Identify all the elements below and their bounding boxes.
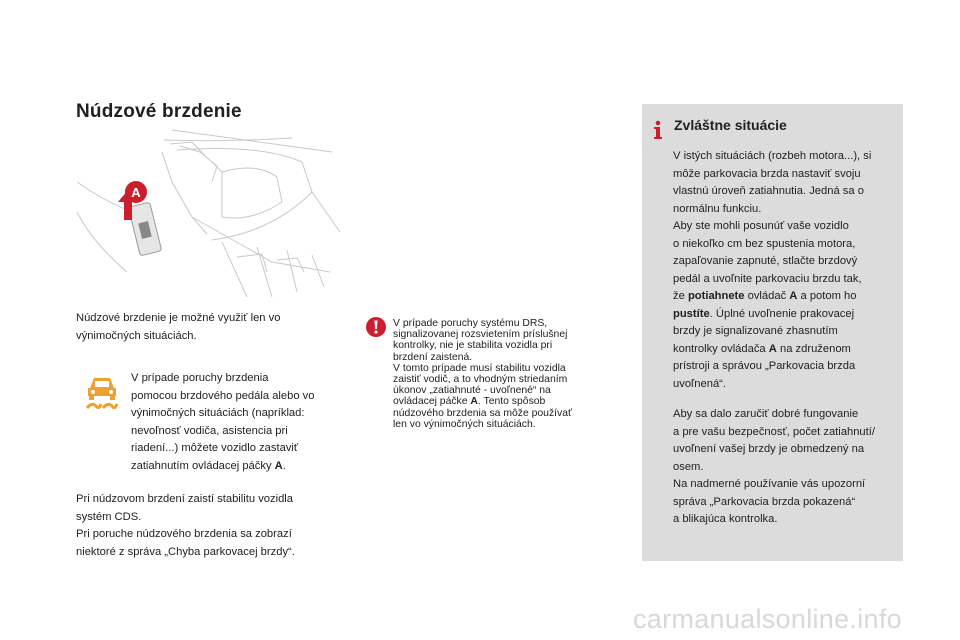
info-icon [651, 120, 665, 140]
panel-line: Aby ste mohli posunúť vaše vozidlo [673, 220, 849, 232]
emphasis-release: pustíte [673, 307, 710, 320]
exclamation-icon [366, 317, 386, 337]
panel-paragraph-1 [673, 148, 899, 393]
warning-line: brzdení zaistená. [393, 351, 473, 363]
skid-car-icon [84, 372, 120, 412]
panel-text: kontrolky ovládača [673, 342, 769, 355]
warning-text: . Tento spôsob [477, 396, 546, 408]
lever-a-ref: A [470, 396, 478, 408]
warning-line: kontrolky, nie je stabilita vozidla pri [393, 340, 553, 352]
intro-line: Núdzové brzdenie je možné využiť len vo [76, 312, 281, 324]
panel-line: Aby sa dalo zaručiť dobré fungovanie [673, 408, 859, 420]
panel-title: Zvláštne situácie [674, 117, 787, 133]
case-text: . [282, 459, 286, 472]
warning-line: signalizovanej rozsvietením príslušnej [393, 329, 568, 341]
warning-line: V prípade poruchy systému DRS, [393, 318, 548, 329]
emphasis-pull: potiahnete [687, 290, 745, 302]
warning-line: zaistiť vodič, a to vhodným striedaním [393, 374, 568, 386]
cds-line: systém CDS. [76, 510, 142, 523]
cds-line: Pri poruche núdzového brzdenia sa zobrazí [76, 528, 292, 540]
panel-line: môže parkovacia brzda nastaviť svoju [673, 167, 861, 180]
callout-a-label: A [131, 185, 141, 200]
panel-text: ovládač [744, 290, 790, 302]
panel-text: a potom ho [797, 290, 857, 302]
drs-warning-text [393, 318, 625, 430]
lever-a-ref: A [274, 459, 283, 472]
panel-line [673, 341, 899, 359]
warning-line: núdzového brzdenia sa môže používať [393, 407, 572, 419]
case-line: výnimočných situáciách (napríklad: [131, 407, 305, 419]
panel-line: Na nadmerné používanie vás upozorní [673, 478, 866, 490]
site-watermark: carmanualsonline.info [633, 604, 902, 634]
emergency-case-text [131, 370, 341, 475]
panel-line: normálnu funkciu. [673, 202, 762, 215]
case-line: pomocou brzdového pedála alebo vo [131, 389, 315, 402]
panel-line: pedál a uvoľnite parkovaciu brzdu tak, [673, 272, 862, 285]
warning-text: ovládacej páčke [393, 396, 471, 408]
intro-text [76, 310, 336, 345]
panel-line: o niekoľko cm bez spustenia motora, [673, 237, 856, 250]
warning-line: úkonov „zatiahnuté - uvoľnené“ na [393, 385, 551, 397]
panel-line [673, 306, 899, 324]
panel-line: brzdy je signalizované zhasnutím [673, 325, 838, 337]
warning-line: V tomto prípade musí stabilitu vozidla [393, 362, 566, 374]
cds-note [76, 491, 346, 561]
warning-line [393, 396, 625, 407]
panel-text: na združenom [776, 342, 851, 355]
panel-paragraph-2 [673, 406, 899, 529]
panel-line [673, 288, 899, 306]
cds-line: Pri núdzovom brzdení zaistí stabilitu vozidla [76, 493, 294, 505]
panel-line: prístroji a správou „Parkovacia brzda [673, 360, 856, 372]
lever-a-ref: A [768, 342, 777, 355]
intro-line: výnimočných situáciách. [76, 329, 197, 342]
panel-text: že [673, 290, 688, 302]
case-line: nevoľnosť vodiča, asistencia pri [131, 424, 288, 437]
panel-line: uvoľnení vašej brzdy je obmedzený na [673, 443, 865, 455]
page-title: Núdzové brzdenie [76, 101, 242, 122]
panel-text: . Úplné uvoľnenie prakovacej [709, 307, 855, 320]
panel-line: uvoľnená“. [673, 377, 727, 390]
case-line: V prípade poruchy brzdenia [131, 372, 269, 384]
case-line [131, 458, 341, 476]
panel-line: zapaľovanie zapnuté, stlačte brzdový [673, 255, 858, 267]
case-line: riadení...) môžete vozidlo zastaviť [131, 442, 299, 454]
panel-line: a blikajúca kontrolka. [673, 513, 778, 525]
panel-line: a pre vašu bezpečnosť, počet zatiahnutí/ [673, 425, 875, 438]
panel-line: osem. [673, 460, 704, 473]
panel-line: správa „Parkovacia brzda pokazená“ [673, 495, 856, 508]
cds-line: niektoré z správa „Chyba parkovacej brzdy“. [76, 545, 295, 558]
panel-line: vlastnú úroveň zatiahnutia. Jedná sa o [673, 185, 864, 197]
parking-brake-illustration [72, 122, 340, 300]
warning-line: len vo výnimočných situáciách. [393, 418, 536, 430]
panel-line: V istých situáciách (rozbeh motora...), si [673, 150, 872, 162]
lever-a-ref: A [789, 290, 798, 302]
case-text: zatiahnutím ovládacej páčky [131, 459, 275, 472]
